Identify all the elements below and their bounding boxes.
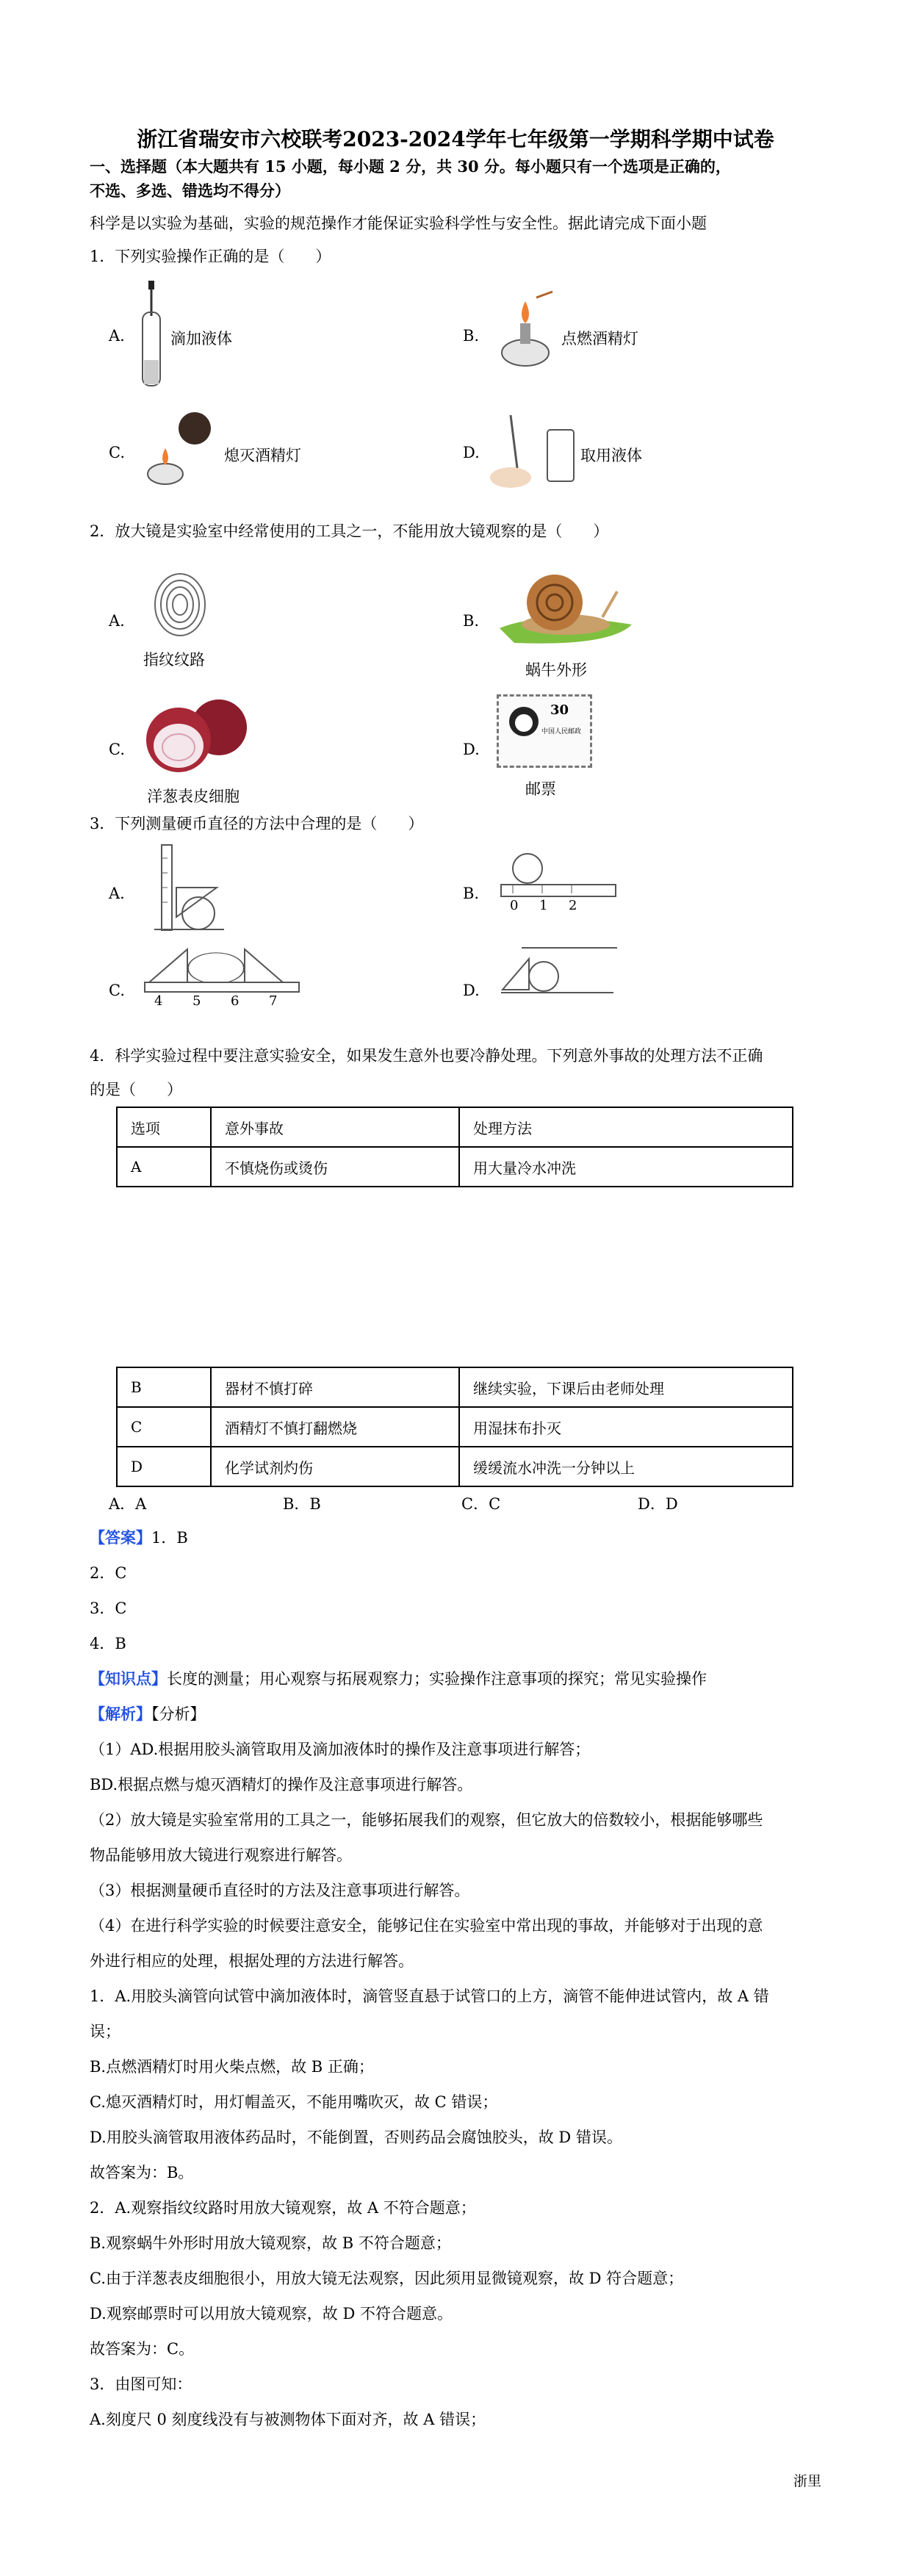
table-row [117, 1147, 793, 1187]
ruler-c-tick-0: 4 [154, 993, 163, 1009]
analysis-line: 2．A.观察指纹纹路时用放大镜观察，故 A 不符合题意； [90, 2199, 476, 2217]
table-row [117, 1367, 793, 1407]
table-header-cell: 意外事故 [211, 1107, 459, 1147]
q2-option-c-letter: C. [109, 741, 125, 758]
analysis-sublabel: 【分析】 [151, 1705, 206, 1723]
coin-measure-d-figure [500, 944, 617, 1003]
answer-label: 【答案】 [90, 1528, 151, 1547]
q2-option-d-caption: 邮票 [525, 780, 556, 798]
table-row [117, 1407, 793, 1447]
analysis-line: （4）在进行科学实验的时候要注意安全，能够记住在实验室中常出现的事故，并能够对于出现的意 [90, 1917, 763, 1935]
q1-option-b-letter: B. [463, 327, 480, 345]
take-liquid-figure [489, 408, 577, 492]
answer-4: 4．B [90, 1635, 126, 1652]
q3-stem: 3．下列测量硬币直径的方法中合理的是（ ） [90, 815, 424, 832]
section-heading-line2: 不选、多选、错选均不得分） [90, 181, 290, 200]
accident-table-bottom [116, 1367, 793, 1487]
table-cell: D [117, 1447, 211, 1486]
ruler-c-tick-2: 6 [231, 993, 240, 1009]
stamp-figure [497, 694, 592, 768]
analysis-line: C.由于洋葱表皮细胞很小，用放大镜无法观察，因此须用显微镜观察，故 D 符合题意； [90, 2270, 684, 2287]
blow-out-lamp-figure [143, 408, 224, 492]
table-cell: 器材不慎打碎 [211, 1367, 459, 1407]
q2-stem: 2．放大镜是实验室中经常使用的工具之一，不能用放大镜观察的是（ ） [90, 522, 609, 540]
table-cell: 缓缓流水冲洗一分钟以上 [459, 1447, 793, 1486]
q4-choice-d: D．D [638, 1495, 678, 1513]
table-header-row [117, 1107, 793, 1147]
stamp-country: 中国人民邮政 [541, 728, 582, 735]
q3-option-d-letter: D. [463, 982, 480, 999]
q1-option-b-caption: 点燃酒精灯 [561, 330, 638, 348]
q1-option-c-letter: C. [109, 444, 125, 461]
section-heading-line1: 一、选择题（本大题共有 15 小题，每小题 2 分，共 30 分。每小题只有一个选项是正确的， [90, 157, 731, 176]
analysis-line: 外进行相应的处理，根据处理的方法进行解答。 [90, 1952, 414, 1970]
table-row [117, 1447, 793, 1486]
ruler-b-tick-2: 2 [569, 898, 577, 913]
q2-option-b-letter: B. [463, 612, 480, 630]
q1-option-a-letter: A. [109, 327, 125, 345]
q1-option-d-caption: 取用液体 [580, 447, 642, 464]
analysis-line: 3．由图可知： [90, 2375, 192, 2393]
analysis-line: BD.根据点燃与熄灭酒精灯的操作及注意事项进行解答。 [90, 1776, 473, 1794]
analysis-line: 故答案为：B。 [90, 2164, 194, 2181]
ruler-b-tick-1: 1 [539, 898, 548, 913]
q2-option-c-caption: 洋葱表皮细胞 [147, 788, 240, 805]
ruler-c-tick-1: 5 [192, 993, 201, 1009]
knowledge-label: 【知识点】 [90, 1669, 167, 1688]
ruler-c-tick-3: 7 [269, 993, 278, 1009]
snail-figure [500, 566, 632, 647]
table-header-cell: 处理方法 [459, 1107, 793, 1147]
analysis-line: 故答案为：C。 [90, 2340, 195, 2358]
analysis-line: （1）AD.根据用胶头滴管取用及滴加液体时的操作及注意事项进行解答； [90, 1741, 591, 1758]
answer-3: 3．C [90, 1600, 127, 1617]
table-cell: B [117, 1367, 211, 1407]
q1-option-c-caption: 熄灭酒精灯 [224, 447, 301, 464]
alcohol-lamp-lighting-figure [492, 290, 558, 371]
table-header-cell: 选项 [117, 1107, 211, 1147]
q3-option-b-letter: B. [463, 885, 480, 902]
stamp-value: 30 [550, 702, 569, 718]
coin-measure-a-figure [147, 843, 228, 932]
q4-choice-c: C．C [461, 1495, 501, 1513]
q1-stem: 1．下列实验操作正确的是（ ） [90, 248, 331, 265]
q4-choice-b: B．B [283, 1495, 321, 1513]
analysis-line: （2）放大镜是实验室常用的工具之一，能够拓展我们的观察，但它放大的倍数较小，根据能够哪些 [90, 1811, 763, 1829]
analysis-header [90, 1703, 206, 1725]
analysis-line: D.观察邮票时可以用放大镜观察，故 D 不符合题意。 [90, 2305, 453, 2323]
dropper-tube-figure [138, 279, 168, 389]
knowledge-line [90, 1668, 707, 1690]
q1-option-d-letter: D. [463, 444, 480, 461]
section-intro: 科学是以实验为基础，实验的规范操作才能保证实验科学性与安全性。据此请完成下面小题 [90, 215, 707, 232]
q3-option-a-letter: A. [109, 885, 125, 902]
answer-line-1 [90, 1527, 188, 1549]
accident-table-top [116, 1107, 793, 1187]
ruler-b-tick-0: 0 [510, 898, 519, 913]
analysis-line: C.熄灭酒精灯时，用灯帽盖灭，不能用嘴吹灭，故 C 错误； [90, 2093, 498, 2111]
fingerprint-figure [151, 569, 209, 639]
analysis-line: A.刻度尺 0 刻度线没有与被测物体下面对齐，故 A 错误； [90, 2411, 486, 2428]
q3-option-c-letter: C. [109, 982, 125, 999]
table-cell: 酒精灯不慎打翻燃烧 [211, 1407, 459, 1447]
onion-figure [138, 694, 248, 775]
table-cell: A [117, 1147, 211, 1187]
coin-measure-c-figure [143, 942, 301, 993]
answer-2: 2．C [90, 1564, 127, 1582]
answer-1: 1．B [151, 1529, 188, 1547]
table-cell: 化学试剂灼伤 [211, 1447, 459, 1486]
page-title: 浙江省瑞安市六校联考2023-2024学年七年级第一学期科学期中试卷 [137, 127, 774, 151]
analysis-line: B.点燃酒精灯时用火柴点燃，故 B 正确； [90, 2058, 374, 2076]
q2-option-a-letter: A. [109, 612, 125, 630]
table-cell: 用大量冷水冲洗 [459, 1147, 793, 1187]
table-cell: 不慎烧伤或烫伤 [211, 1147, 459, 1187]
q4-stem-line1: 4．科学实验过程中要注意实验安全，如果发生意外也要冷静处理。下列意外事故的处理方法不正确 [90, 1047, 763, 1065]
table-cell: C [117, 1407, 211, 1447]
q1-option-a-caption: 滴加液体 [170, 330, 232, 348]
analysis-line: （3）根据测量硬币直径时的方法及注意事项进行解答。 [90, 1882, 470, 1899]
analysis-line: 误； [90, 2023, 120, 2040]
footer-label: 浙里 [793, 2473, 821, 2489]
analysis-line: 物品能够用放大镜进行观察进行解答。 [90, 1846, 352, 1864]
analysis-line: D.用胶头滴管取用液体药品时，不能倒置，否则药品会腐蚀胶头，故 D 错误。 [90, 2129, 622, 2146]
knowledge-text: 长度的测量；用心观察与拓展观察力；实验操作注意事项的探究；常见实验操作 [167, 1670, 707, 1688]
analysis-label: 【解析】 [90, 1705, 151, 1723]
analysis-line: B.观察蜗牛外形时用放大镜观察，故 B 不符合题意； [90, 2234, 451, 2252]
q2-option-d-letter: D. [463, 741, 480, 758]
q2-option-b-caption: 蜗牛外形 [525, 661, 587, 679]
q2-option-a-caption: 指纹纹路 [143, 651, 205, 669]
table-cell: 用湿抹布扑灭 [459, 1407, 793, 1447]
table-cell: 继续实验，下课后由老师处理 [459, 1367, 793, 1407]
q4-stem-line2: 的是（ ） [90, 1081, 182, 1098]
q4-choice-a: A．A [109, 1495, 147, 1513]
panda-face-icon [515, 714, 533, 732]
analysis-line: 1．A.用胶头滴管向试管中滴加液体时，滴管竖直悬于试管口的上方，滴管不能伸进试管内，故 A 错 [90, 1987, 769, 2005]
